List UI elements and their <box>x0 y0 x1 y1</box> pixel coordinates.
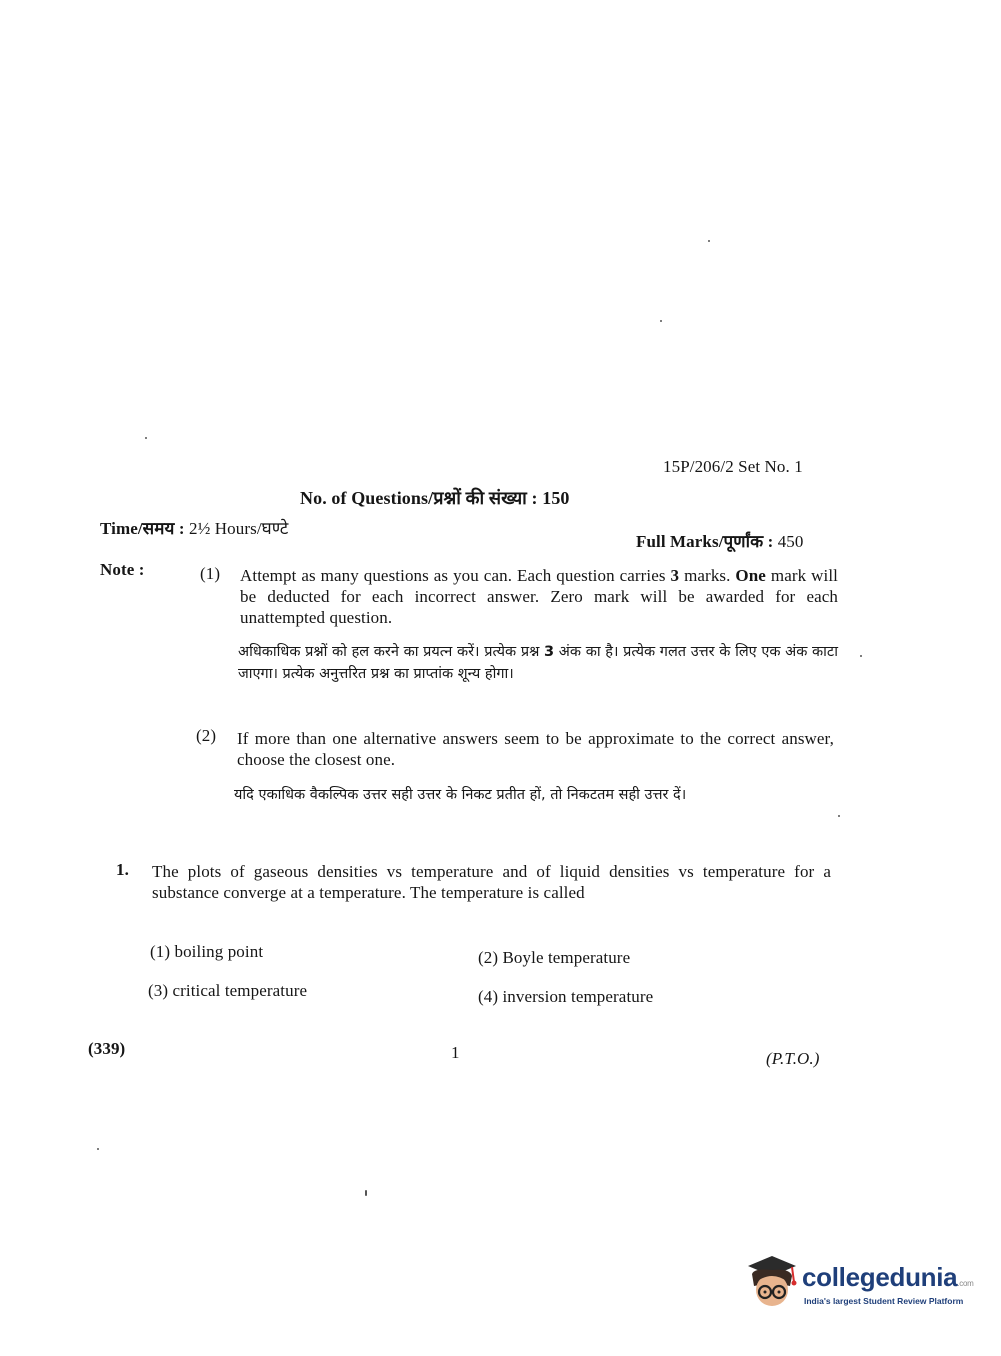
option-text: boiling point <box>174 942 264 961</box>
questions-count <box>300 488 570 509</box>
option-text: critical temperature <box>172 981 308 1000</box>
note-1-number: (1) <box>200 564 221 583</box>
full-marks <box>636 531 804 552</box>
scan-speck <box>145 437 147 439</box>
option-number: (1) <box>150 942 171 961</box>
pto-label: (P.T.O.) <box>766 1049 820 1068</box>
mascot-icon <box>742 1252 800 1310</box>
question-text: The plots of gaseous densities vs temperature and of liquid densities vs temperature for a substance converge at a temperature. The temperature is called <box>152 862 831 902</box>
option-text: Boyle temperature <box>502 948 631 967</box>
footer-code: (339) <box>88 1039 126 1058</box>
note-1-english: Attempt as many questions as you can. Each question carries 3 marks. One mark will be deducted for each incorrect answer. Zero mark will be awarded for each unattempted question. <box>240 566 838 627</box>
page-number: 1 <box>451 1043 460 1062</box>
brand-tagline: India's largest Student Review Platform <box>804 1296 964 1306</box>
option-1 <box>150 941 263 962</box>
paper-code: 15P/206/2 Set No. 1 <box>663 457 803 476</box>
note-1-hindi: अधिकाधिक प्रश्नों को हल करने का प्रयत्न करें। प्रत्येक प्रश्न 3 अंक का है। प्रत्येक गलत उत्तर के लिए एक अंक काटा जाएगा। प्रत्येक अनुत्तरित प्रश्न का प्राप्तांक शून्य होगा। <box>238 644 838 682</box>
time-value: 2½ Hours/घण्टे <box>188 519 289 538</box>
marks-value: 450 <box>777 532 804 551</box>
questions-label: No. of Questions/प्रश्नों की संख्या : <box>300 488 543 508</box>
option-number: (2) <box>478 948 499 967</box>
scan-speck <box>708 240 710 242</box>
option-number: (4) <box>478 987 499 1006</box>
scan-speck <box>97 1148 99 1150</box>
option-text: inversion temperature <box>502 987 654 1006</box>
option-3 <box>148 980 307 1001</box>
marks-label: Full Marks/पूर्णांक : <box>636 532 778 551</box>
question-number: 1. <box>116 860 129 879</box>
time-label: Time/समय : <box>100 519 189 538</box>
scan-speck <box>365 1190 367 1196</box>
note-2-english: If more than one alternative answers seem to be approximate to the correct answer, choose the closest one. <box>237 729 834 769</box>
option-4 <box>478 986 653 1007</box>
option-number: (3) <box>148 981 169 1000</box>
note-2-hindi: यदि एकाधिक वैकल्पिक उत्तर सही उत्तर के निकट प्रतीत हों, तो निकटतम सही उत्तर दें। <box>234 787 687 803</box>
time-info <box>100 518 288 539</box>
brand-name: collegedunia.com <box>802 1262 974 1292</box>
note-2-number: (2) <box>196 726 217 745</box>
scan-speck <box>838 815 840 817</box>
note-label: Note : <box>100 560 145 579</box>
scan-speck <box>860 655 862 657</box>
option-2 <box>478 947 630 968</box>
questions-value: 150 <box>542 488 570 508</box>
collegedunia-watermark <box>742 1252 972 1312</box>
scan-speck <box>660 320 662 322</box>
